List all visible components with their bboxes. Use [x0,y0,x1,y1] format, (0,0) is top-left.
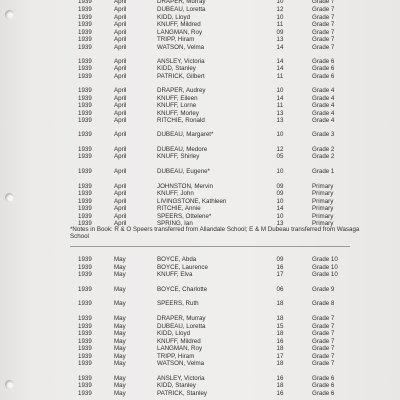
grade-cell: Grade 7 [312,0,335,5]
month-cell: April [114,102,127,109]
grade-cell: Primary [312,220,334,227]
year-cell: 1939 [78,168,92,175]
year-cell: 1939 [78,315,92,322]
year-cell: 1939 [78,73,92,80]
age-cell: 13 [276,36,284,43]
year-cell: 1939 [78,44,92,51]
month-cell: April [114,14,127,21]
month-cell: May [114,323,126,330]
name-cell: LIVINGSTONE, Kathleen [157,198,227,205]
grade-cell: Grade 7 [312,36,335,43]
month-cell: May [114,271,126,278]
age-cell: 13 [276,117,284,124]
grade-cell: Grade 10 [312,271,338,278]
month-cell: April [114,87,127,94]
age-cell: 10 [276,14,284,21]
grade-cell: Grade 10 [312,256,338,263]
year-cell: 1939 [78,360,92,367]
month-cell: April [114,0,127,5]
year-cell: 1939 [78,286,92,293]
grade-cell: Grade 7 [312,323,335,330]
year-cell: 1939 [78,95,92,102]
name-cell: DUBEAU, Loretta [157,6,206,13]
name-cell: KIDD, Stanley [157,382,196,389]
age-cell: 16 [276,338,284,345]
grade-cell: Grade 7 [312,29,335,36]
age-cell: 11 [276,21,284,28]
age-cell: 16 [276,375,284,382]
year-cell: 1939 [78,6,92,13]
year-cell: 1939 [78,213,92,220]
grade-cell: Grade 7 [312,345,335,352]
name-cell: TRIPP, Hiram [157,36,195,43]
age-cell: 18 [276,382,284,389]
name-cell: BOYCE, Laurence [157,264,208,271]
year-cell: 1939 [78,153,92,160]
month-cell: May [114,345,126,352]
grade-cell: Grade 6 [312,65,335,72]
year-cell: 1939 [78,102,92,109]
name-cell: DRAPER, Murray [157,0,206,5]
age-cell: 10 [276,168,284,175]
year-cell: 1939 [78,21,92,28]
age-cell: 14 [276,95,284,102]
grade-cell: Grade 2 [312,153,335,160]
name-cell: LANGMAN, Roy [157,345,203,352]
year-cell: 1939 [78,330,92,337]
month-cell: April [114,183,127,190]
name-cell: PATRICK, Gilbert [157,73,205,80]
month-cell: April [114,190,127,197]
grade-cell: Grade 6 [312,375,335,382]
age-cell: 10 [276,87,284,94]
grade-cell: Grade 6 [312,58,335,65]
name-cell: KIDD, Lloyd [157,330,191,337]
grade-cell: Grade 7 [312,338,335,345]
age-cell: 09 [276,183,284,190]
year-cell: 1939 [78,353,92,360]
age-cell: 16 [276,390,284,397]
month-cell: May [114,360,126,367]
name-cell: SPRING, Ian [157,220,193,227]
month-cell: May [114,338,126,345]
age-cell: 11 [276,73,284,80]
grade-cell: Grade 6 [312,382,335,389]
year-cell: 1939 [78,183,92,190]
month-cell: May [114,390,126,397]
year-cell: 1939 [78,190,92,197]
month-cell: April [114,168,127,175]
year-cell: 1939 [78,382,92,389]
grade-cell: Grade 7 [312,360,335,367]
year-cell: 1939 [78,345,92,352]
age-cell: 18 [276,360,284,367]
month-cell: April [114,36,127,43]
year-cell: 1939 [78,110,92,117]
punch-hole [5,193,14,202]
transfer-note: *Notes in Book: R & O Speers transferred from Allandale School; E & M Dubeau transferred from Wasaga School [70,226,360,241]
month-cell: May [114,256,126,263]
grade-cell: Grade 4 [312,110,335,117]
grade-cell: Grade 7 [312,353,335,360]
age-cell: 09 [276,29,284,36]
name-cell: DUBEAU, Loretta [157,323,206,330]
grade-cell: Primary [312,190,334,197]
year-cell: 1939 [78,375,92,382]
year-cell: 1939 [78,198,92,205]
year-cell: 1939 [78,14,92,21]
age-cell: 09 [276,190,284,197]
name-cell: JOHNSTON, Mervin [157,183,213,190]
grade-cell: Grade 6 [312,390,335,397]
name-cell: ANSLEY, Victoria [157,58,205,65]
age-cell: 18 [276,330,284,337]
grade-cell: Grade 6 [312,73,335,80]
name-cell: KNUFF, Morley [157,110,199,117]
age-cell: 10 [276,198,284,205]
grade-cell: Grade 7 [312,6,335,13]
grade-cell: Grade 2 [312,146,335,153]
grade-cell: Grade 7 [312,14,335,21]
grade-cell: Grade 4 [312,117,335,124]
grade-cell: Primary [312,198,334,205]
name-cell: PATRICK, Stanley [157,390,207,397]
month-cell: May [114,330,126,337]
age-cell: 16 [276,264,284,271]
name-cell: DRAPER, Audrey [157,87,206,94]
month-cell: April [114,205,127,212]
name-cell: TRIPP, Hiram [157,353,195,360]
month-cell: May [114,315,126,322]
age-cell: 14 [276,44,284,51]
year-cell: 1939 [78,36,92,43]
grade-cell: Grade 7 [312,44,335,51]
month-cell: April [114,73,127,80]
age-cell: 06 [276,286,284,293]
age-cell: 14 [276,205,284,212]
grade-cell: Primary [312,205,334,212]
punch-hole [5,10,14,19]
name-cell: BOYCE, Charlotte [157,286,208,293]
age-cell: 17 [276,353,284,360]
name-cell: DRAPER, Murray [157,315,206,322]
year-cell: 1939 [78,29,92,36]
age-cell: 10 [276,0,284,5]
age-cell: 18 [276,345,284,352]
grade-cell: Primary [312,213,334,220]
name-cell: ANSLEY, Victoria [157,375,205,382]
age-cell: 14 [276,65,284,72]
month-cell: April [114,21,127,28]
month-cell: April [114,153,127,160]
year-cell: 1939 [78,220,92,227]
month-cell: April [114,220,127,227]
month-cell: April [114,110,127,117]
name-cell: RITCHIE, Annie [157,205,201,212]
name-cell: BOYCE, Abda [157,256,197,263]
month-cell: May [114,353,126,360]
year-cell: 1939 [78,65,92,72]
name-cell: KNUFF, Elva [157,271,193,278]
age-cell: 18 [276,315,284,322]
year-cell: 1939 [78,87,92,94]
month-cell: April [114,198,127,205]
grade-cell: Primary [312,183,334,190]
grade-cell: Grade 1 [312,168,335,175]
month-cell: April [114,95,127,102]
year-cell: 1939 [78,146,92,153]
grade-cell: Grade 4 [312,102,335,109]
age-cell: 11 [276,102,284,109]
name-cell: WATSON, Velma [157,360,205,367]
month-cell: April [114,6,127,13]
name-cell: DUBEAU, Medore [157,146,208,153]
month-cell: May [114,375,126,382]
grade-cell: Grade 7 [312,21,335,28]
age-cell: 10 [276,131,284,138]
age-cell: 09 [276,256,284,263]
section-divider [70,246,350,247]
year-cell: 1939 [78,271,92,278]
age-cell: 12 [276,6,284,13]
age-cell: 15 [276,323,284,330]
grade-cell: Grade 10 [312,264,338,271]
year-cell: 1939 [78,256,92,263]
year-cell: 1939 [78,338,92,345]
name-cell: KIDD, Lloyd [157,14,191,21]
name-cell: WATSON, Velma [157,44,205,51]
year-cell: 1939 [78,131,92,138]
name-cell: KNUFF, Eileen [157,95,198,102]
age-cell: 18 [276,300,284,307]
age-cell: 10 [276,213,284,220]
age-cell: 13 [276,110,284,117]
name-cell: KNUFF, John [157,190,194,197]
grade-cell: Grade 7 [312,315,335,322]
month-cell: May [114,300,126,307]
year-cell: 1939 [78,205,92,212]
name-cell: DUBEAU, Margaret* [157,131,214,138]
grade-cell: Grade 4 [312,87,335,94]
name-cell: SPEERS, Ottelene* [157,213,212,220]
age-cell: 14 [276,58,284,65]
name-cell: RITCHIE, Ronald [157,117,205,124]
grade-cell: Grade 7 [312,330,335,337]
grade-cell: Grade 9 [312,286,335,293]
year-cell: 1939 [78,264,92,271]
name-cell: DUBEAU, Eugene* [157,168,210,175]
year-cell: 1939 [78,390,92,397]
year-cell: 1939 [78,58,92,65]
month-cell: May [114,382,126,389]
grade-cell: Grade 8 [312,300,335,307]
age-cell: 13 [276,220,284,227]
name-cell: KNUFF, Lorne [157,102,197,109]
punch-hole [5,380,14,389]
age-cell: 12 [276,146,284,153]
grade-cell: Grade 4 [312,95,335,102]
year-cell: 1939 [78,323,92,330]
month-cell: April [114,213,127,220]
name-cell: LANGMAN, Roy [157,29,203,36]
year-cell: 1939 [78,0,92,5]
name-cell: SPEERS, Ruth [157,300,199,307]
year-cell: 1939 [78,117,92,124]
month-cell: April [114,117,127,124]
name-cell: KNUFF, Shirley [157,153,200,160]
name-cell: KNUFF, Mildred [157,338,201,345]
month-cell: May [114,264,126,271]
age-cell: 17 [276,271,284,278]
month-cell: April [114,29,127,36]
month-cell: April [114,44,127,51]
month-cell: April [114,58,127,65]
name-cell: KIDD, Stanley [157,65,196,72]
year-cell: 1939 [78,300,92,307]
age-cell: 05 [276,153,284,160]
month-cell: April [114,131,127,138]
grade-cell: Grade 3 [312,131,335,138]
month-cell: April [114,146,127,153]
month-cell: May [114,286,126,293]
month-cell: April [114,65,127,72]
name-cell: KNUFF, Mildred [157,21,201,28]
